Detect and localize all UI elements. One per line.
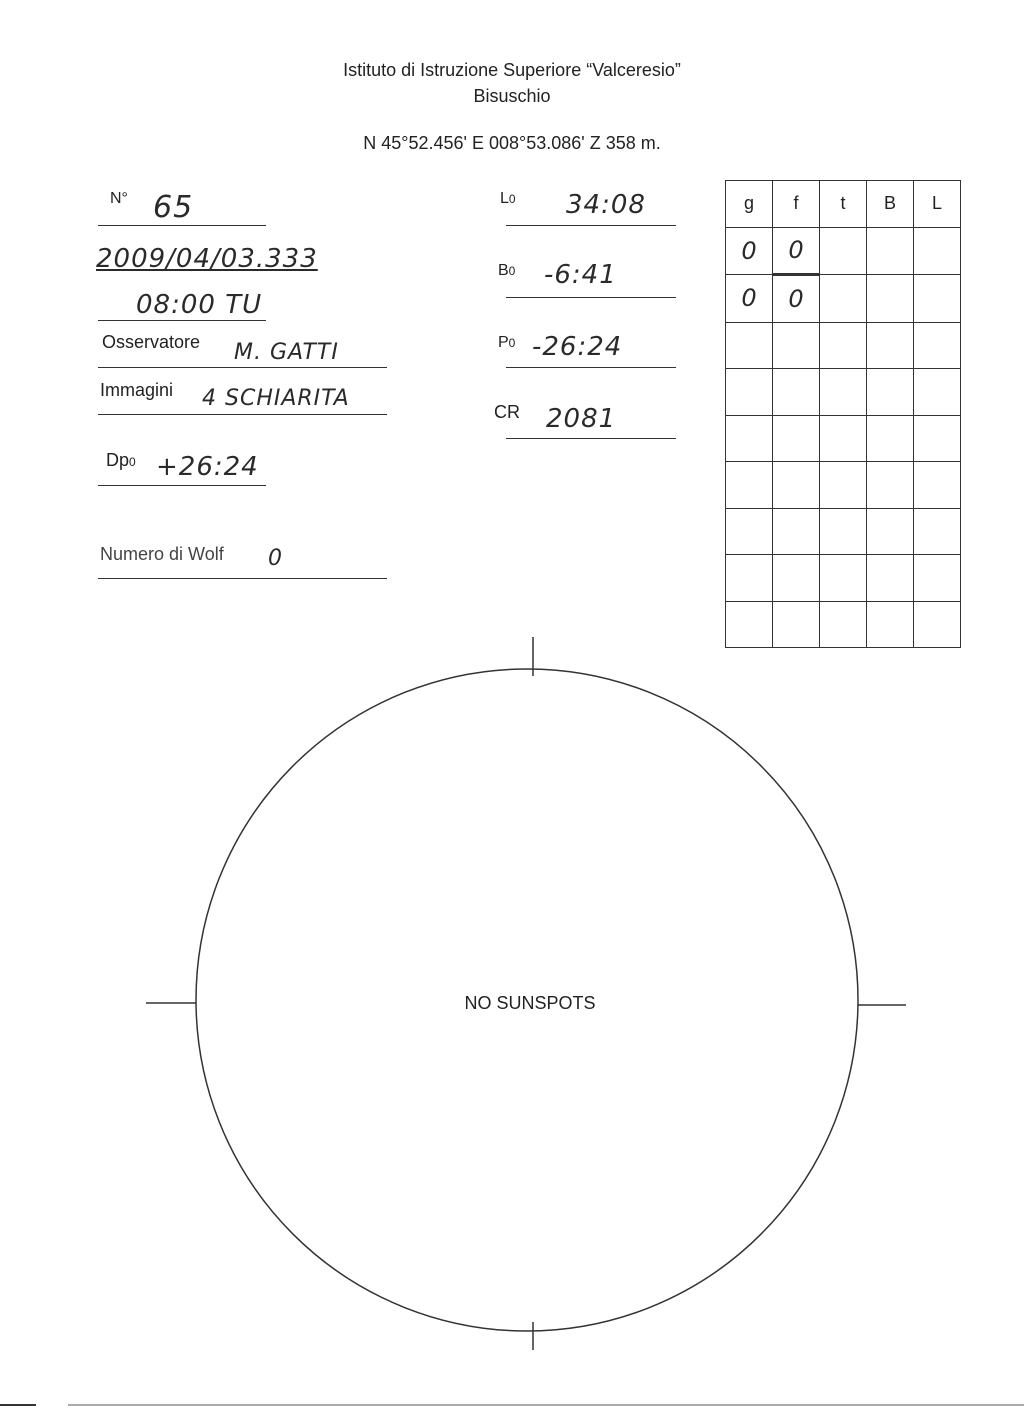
l0-value: 34:08 xyxy=(566,190,646,220)
header-g: g xyxy=(726,181,773,228)
observer-label: Osservatore xyxy=(102,332,201,352)
town-name: Bisuschio xyxy=(473,86,551,106)
b0-label: B0 xyxy=(498,262,516,279)
no-sunspots-note: NO SUNSPOTS xyxy=(464,993,596,1013)
table-cell[interactable]: 0 xyxy=(773,227,820,275)
images-value: 4 SCHIARITA xyxy=(202,386,350,411)
header-l: L xyxy=(914,181,961,228)
l0-label: L0 xyxy=(500,190,516,207)
cr-value: 2081 xyxy=(546,404,617,434)
table-cell[interactable]: 0 xyxy=(773,275,820,323)
p0-label: P0 xyxy=(498,334,516,351)
observer-value: M. GATTI xyxy=(234,340,339,365)
header-b: B xyxy=(867,181,914,228)
number-value: 65 xyxy=(153,190,194,225)
number-label: N° xyxy=(110,190,128,207)
date-value: 2009/04/03.333 xyxy=(96,244,318,274)
table-cell[interactable]: 0 xyxy=(726,275,773,323)
dp0-value: +26:24 xyxy=(156,452,259,482)
observatory-coordinates: N 45°52.456' E 008°53.086' Z 358 m. xyxy=(363,133,661,153)
p0-value: -26:24 xyxy=(532,332,623,362)
images-label: Immagini xyxy=(100,380,174,400)
b0-value: -6:41 xyxy=(544,260,617,290)
dp0-label: Dp0 xyxy=(106,450,136,470)
wolf-value: 0 xyxy=(268,546,283,571)
table-cell[interactable]: 0 xyxy=(726,227,773,275)
time-value: 08:00 TU xyxy=(136,290,263,320)
wolf-label: Numero di Wolf xyxy=(100,544,224,564)
header-t: t xyxy=(820,181,867,228)
header-f: f xyxy=(773,181,820,228)
institute-name: Istituto di Istruzione Superiore “Valceresio” xyxy=(343,60,681,80)
cr-label: CR xyxy=(494,402,520,422)
